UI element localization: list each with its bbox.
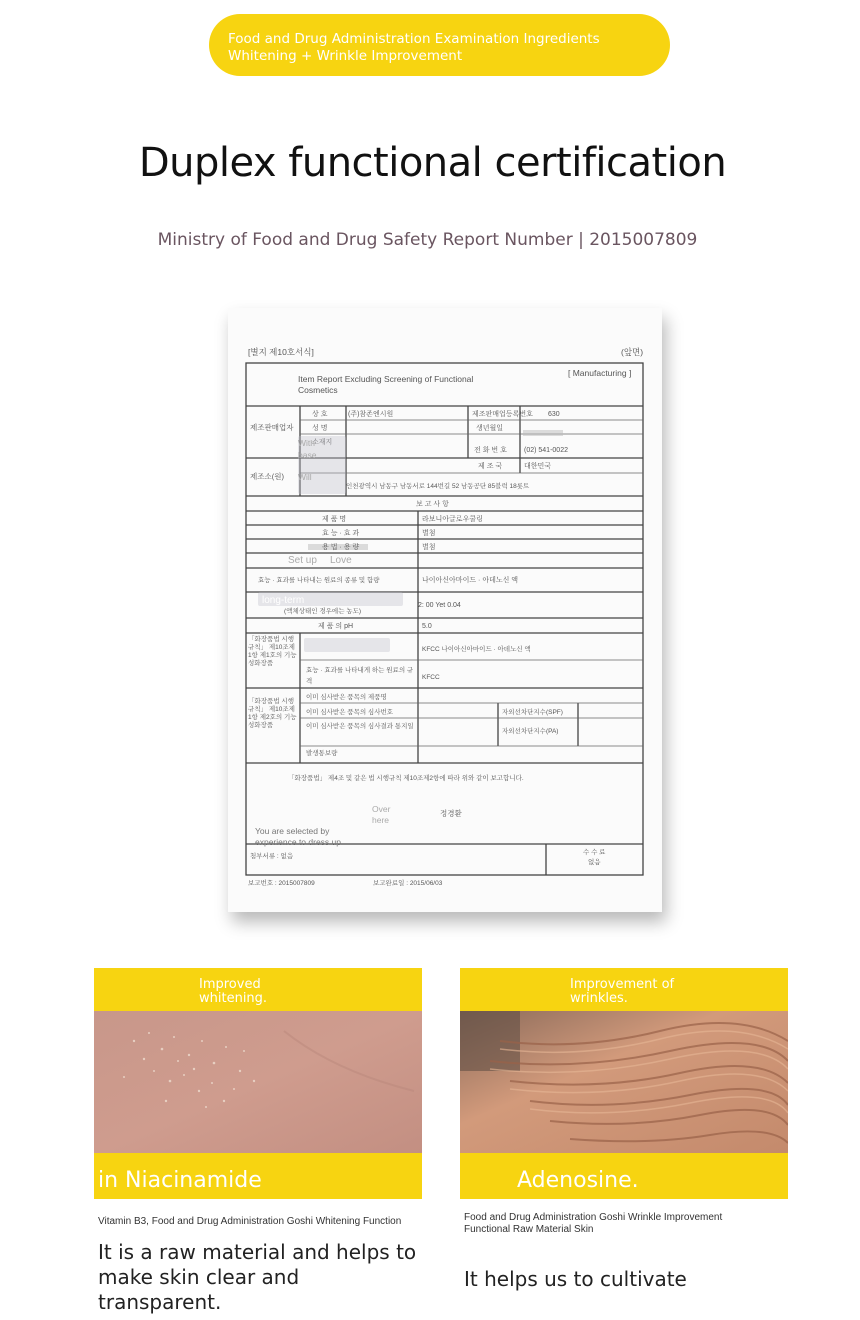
whitening-big-caption: It is a raw material and helps to make skin clear and transparent. <box>98 1240 417 1314</box>
left-label-functional-2: 「화장품법 시행규칙」 제10조제1항 제2호의 기능성화장품 <box>248 698 297 729</box>
doc-field-country: 대한민국 <box>524 463 552 470</box>
field-label-trade-name: 상 호 <box>312 411 328 418</box>
doc-fee-label: 수 수 료 <box>583 849 606 856</box>
banner-text: Food and Drug Administration Examination Ingredients Whitening + Wrinkle Improvement <box>228 31 600 64</box>
page-title: Duplex functional certification <box>138 140 727 186</box>
doc-field-ingredient-label: 효능 · 효과를 나타내는 원료의 종류 및 함량 <box>258 577 380 584</box>
wrinkle-top-label: Improvement of wrinkles. <box>570 977 675 1006</box>
doc-section-report: 보 고 사 항 <box>416 501 449 508</box>
doc-field-spec-label: 효능 · 효과를 나타내게 하는 원료의 규격 <box>306 667 414 685</box>
left-label-plant: 제조소(원) <box>250 472 284 481</box>
whitening-top-label: Improved whitening. <box>199 977 268 1006</box>
left-label-seller: 제조판매업자 <box>250 423 294 432</box>
doc-field-reg-no: 630 <box>548 411 560 418</box>
doc-field-ingredient: 나이아신아마이드 · 아데노신 액 <box>422 577 519 584</box>
doc-field-effect: 별첨 <box>422 530 436 537</box>
doc-field-usage: 별첨 <box>422 544 436 551</box>
whitening-small-caption: Vitamin B3, Food and Drug Administration Goshi Whitening Function <box>98 1216 402 1227</box>
doc-field-reg-label: 제조판매업등록번호 <box>472 411 533 418</box>
document-title: Item Report Excluding Screening of Functional Cosmetics <box>298 374 474 395</box>
wrinkle-card <box>460 968 788 1199</box>
doc-field-usage-label: 용 법 · 용 량 <box>322 544 360 551</box>
wrinkle-small-caption: Food and Drug Administration Goshi Wrinkle Improvement Functional Raw Material Skin <box>464 1212 723 1235</box>
doc-field-phone-label: 전 화 번 호 <box>474 447 507 454</box>
doc-report-number: 보고번호 : 2015007809 <box>248 880 315 887</box>
doc-field-kfcc-1: KFCC 나이아신아마이드 · 아데노신 액 <box>422 646 531 653</box>
redaction-blur <box>304 638 390 652</box>
form-side: (앞면) <box>621 347 644 357</box>
field-label-name: 성 명 <box>312 425 328 432</box>
overlay-text: Set up <box>288 555 317 566</box>
manufacturing-label: [ Manufacturing ] <box>568 368 632 378</box>
doc-field-liquid-label: (액체상태인 경우에는 농도) <box>284 608 362 615</box>
doc-field-ph-label: 제 품 의 pH <box>318 623 354 630</box>
doc-signature-name: 정경환 <box>440 809 462 818</box>
doc-statement: 「화장품법」 제4조 및 같은 법 시행규칙 제10조제2항에 따라 위와 같이 보고합니다. <box>288 775 524 782</box>
doc-field-concentration: 2: 00 Yet 0.04 <box>418 602 461 609</box>
doc-field-prev-name: 이미 심사받은 품목의 제품명 <box>306 694 387 701</box>
doc-field-prev-no: 이미 심사받은 품목의 심사번호 <box>306 709 394 716</box>
overlay-text: base <box>298 450 317 460</box>
wrinkle-big-caption: It helps us to cultivate <box>464 1267 687 1291</box>
skin-photo-wrinkle <box>460 1011 788 1153</box>
doc-field-spf: 자외선차단지수(SPF) <box>502 709 563 716</box>
form-number: [별지 제10호서식] <box>248 347 314 357</box>
skin-photo-whitening <box>94 1011 422 1153</box>
doc-attachment: 첨부서류 : 없음 <box>250 853 294 860</box>
doc-field-plant-address: 인천광역시 남동구 남동서로 144번길 52 남동공단 85블럭 18롯트 <box>346 483 530 490</box>
niacinamide-label: in Niacinamide <box>98 1168 262 1193</box>
doc-field-pa: 자외선차단지수(PA) <box>502 728 559 735</box>
doc-field-effect-label: 효 능 · 효 과 <box>322 530 360 537</box>
overlay-text: long-term <box>262 595 305 606</box>
doc-field-kfcc-2: KFCC <box>422 674 440 681</box>
doc-field-prev-result: 이미 심사받은 품목의 심사결과 통지일 <box>306 723 414 730</box>
field-label-address: 소재지 <box>312 439 333 446</box>
doc-field-product-label: 제 품 명 <box>322 516 347 523</box>
whitening-card <box>94 968 422 1199</box>
doc-field-notice: 발생통보량 <box>306 750 338 757</box>
certificate-document <box>228 308 662 912</box>
doc-field-phone: (02) 541-0022 <box>524 447 568 454</box>
doc-field-product: 라보니아글로우쿨링 <box>422 516 483 523</box>
overlay-text: With <box>298 438 315 448</box>
doc-field-ph: 5.0 <box>422 623 432 630</box>
adenosine-label: Adenosine. <box>517 1168 639 1193</box>
overlay-text: You are selected by experience to dress up <box>255 826 341 847</box>
overlay-text: Will <box>298 472 312 482</box>
doc-fee: 없음 <box>588 859 601 866</box>
doc-field-company: (주)참존엔시원 <box>348 411 394 418</box>
overlay-text: Over here <box>372 804 391 825</box>
doc-field-country-label: 제 조 국 <box>478 463 503 470</box>
doc-field-birth: 생년월일 <box>476 425 504 432</box>
overlay-text: Love <box>330 555 352 566</box>
report-number-subtitle: Ministry of Food and Drug Safety Report Number | 2015007809 <box>157 230 698 250</box>
doc-report-date: 보고완료일 : 2015/06/03 <box>373 880 443 887</box>
left-label-functional-1: 「화장품법 시행규칙」 제10조제1항 제1호의 기능성화장품 <box>248 636 297 667</box>
